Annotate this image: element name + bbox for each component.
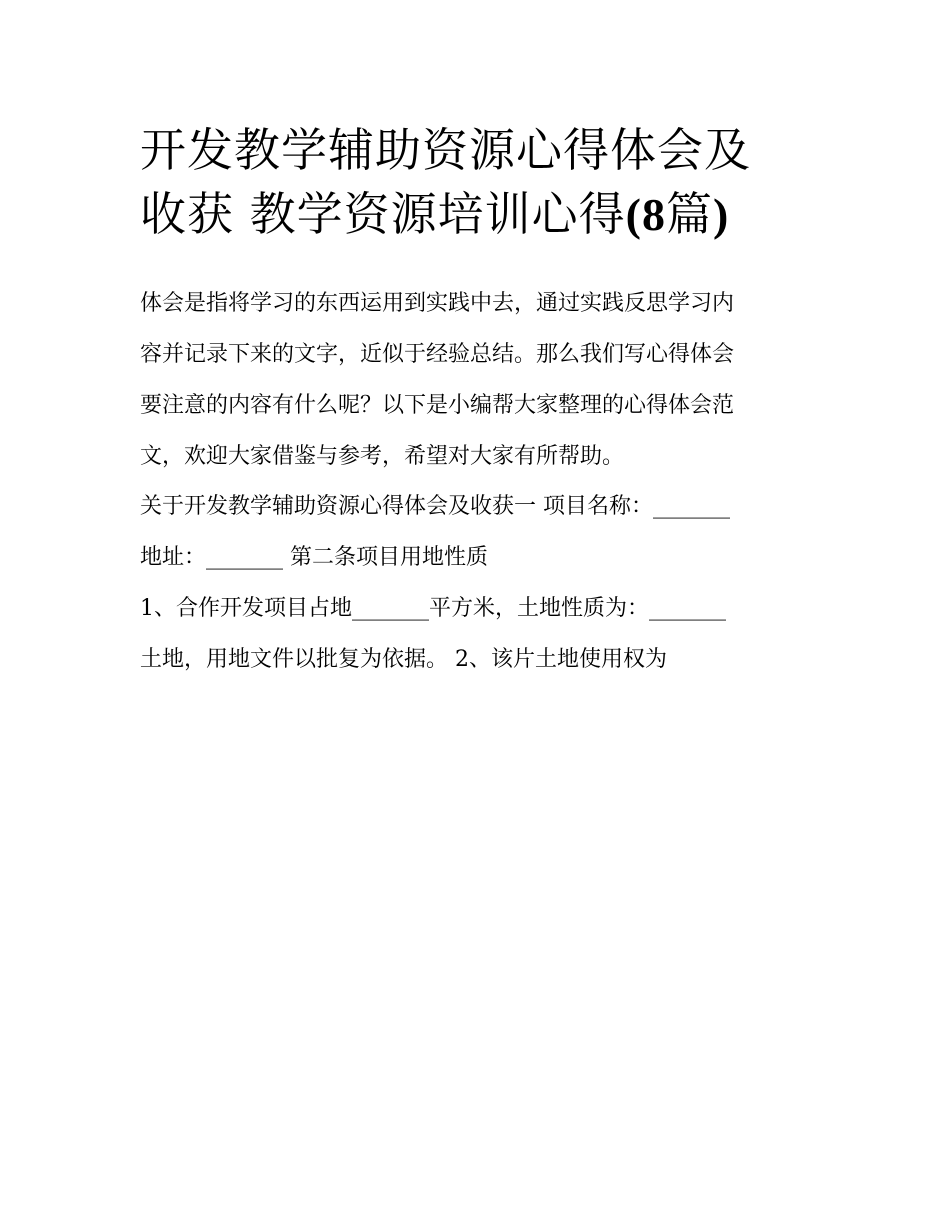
document-title (140, 118, 840, 247)
intro-line-4: 文，欢迎大家借鉴与参考，希望对大家有所帮助。 (140, 444, 625, 469)
section-paragraph (140, 481, 820, 685)
intro-line-2: 容并记录下来的文字，近似于经验总结。那么我们写心得体会 (140, 342, 735, 367)
section-line-2: 地址：_______ 第二条项目用地性质 (140, 545, 488, 570)
title-count-open: (8 (625, 189, 666, 240)
section-line-3: 1、合作开发项目占地_______平方米，土地性质为：_______ (140, 596, 726, 621)
intro-paragraph (140, 278, 820, 482)
section-line-4: 土地，用地文件以批复为依据。 2、该片土地使用权为 (140, 647, 667, 672)
intro-line-1: 体会是指将学习的东西运用到实践中去，通过实践反思学习内 (140, 291, 735, 316)
title-line-2: 收获 教学资源培训心得 (140, 187, 626, 241)
intro-line-3: 要注意的内容有什么呢？以下是小编帮大家整理的心得体会范 (140, 393, 735, 418)
title-line-1: 开发教学辅助资源心得体会及 (140, 123, 751, 177)
title-count-unit: 篇 (665, 187, 713, 241)
section-line-1: 关于开发教学辅助资源心得体会及收获一 项目名称：_______ (140, 494, 730, 519)
title-count-close: ) (712, 189, 730, 240)
